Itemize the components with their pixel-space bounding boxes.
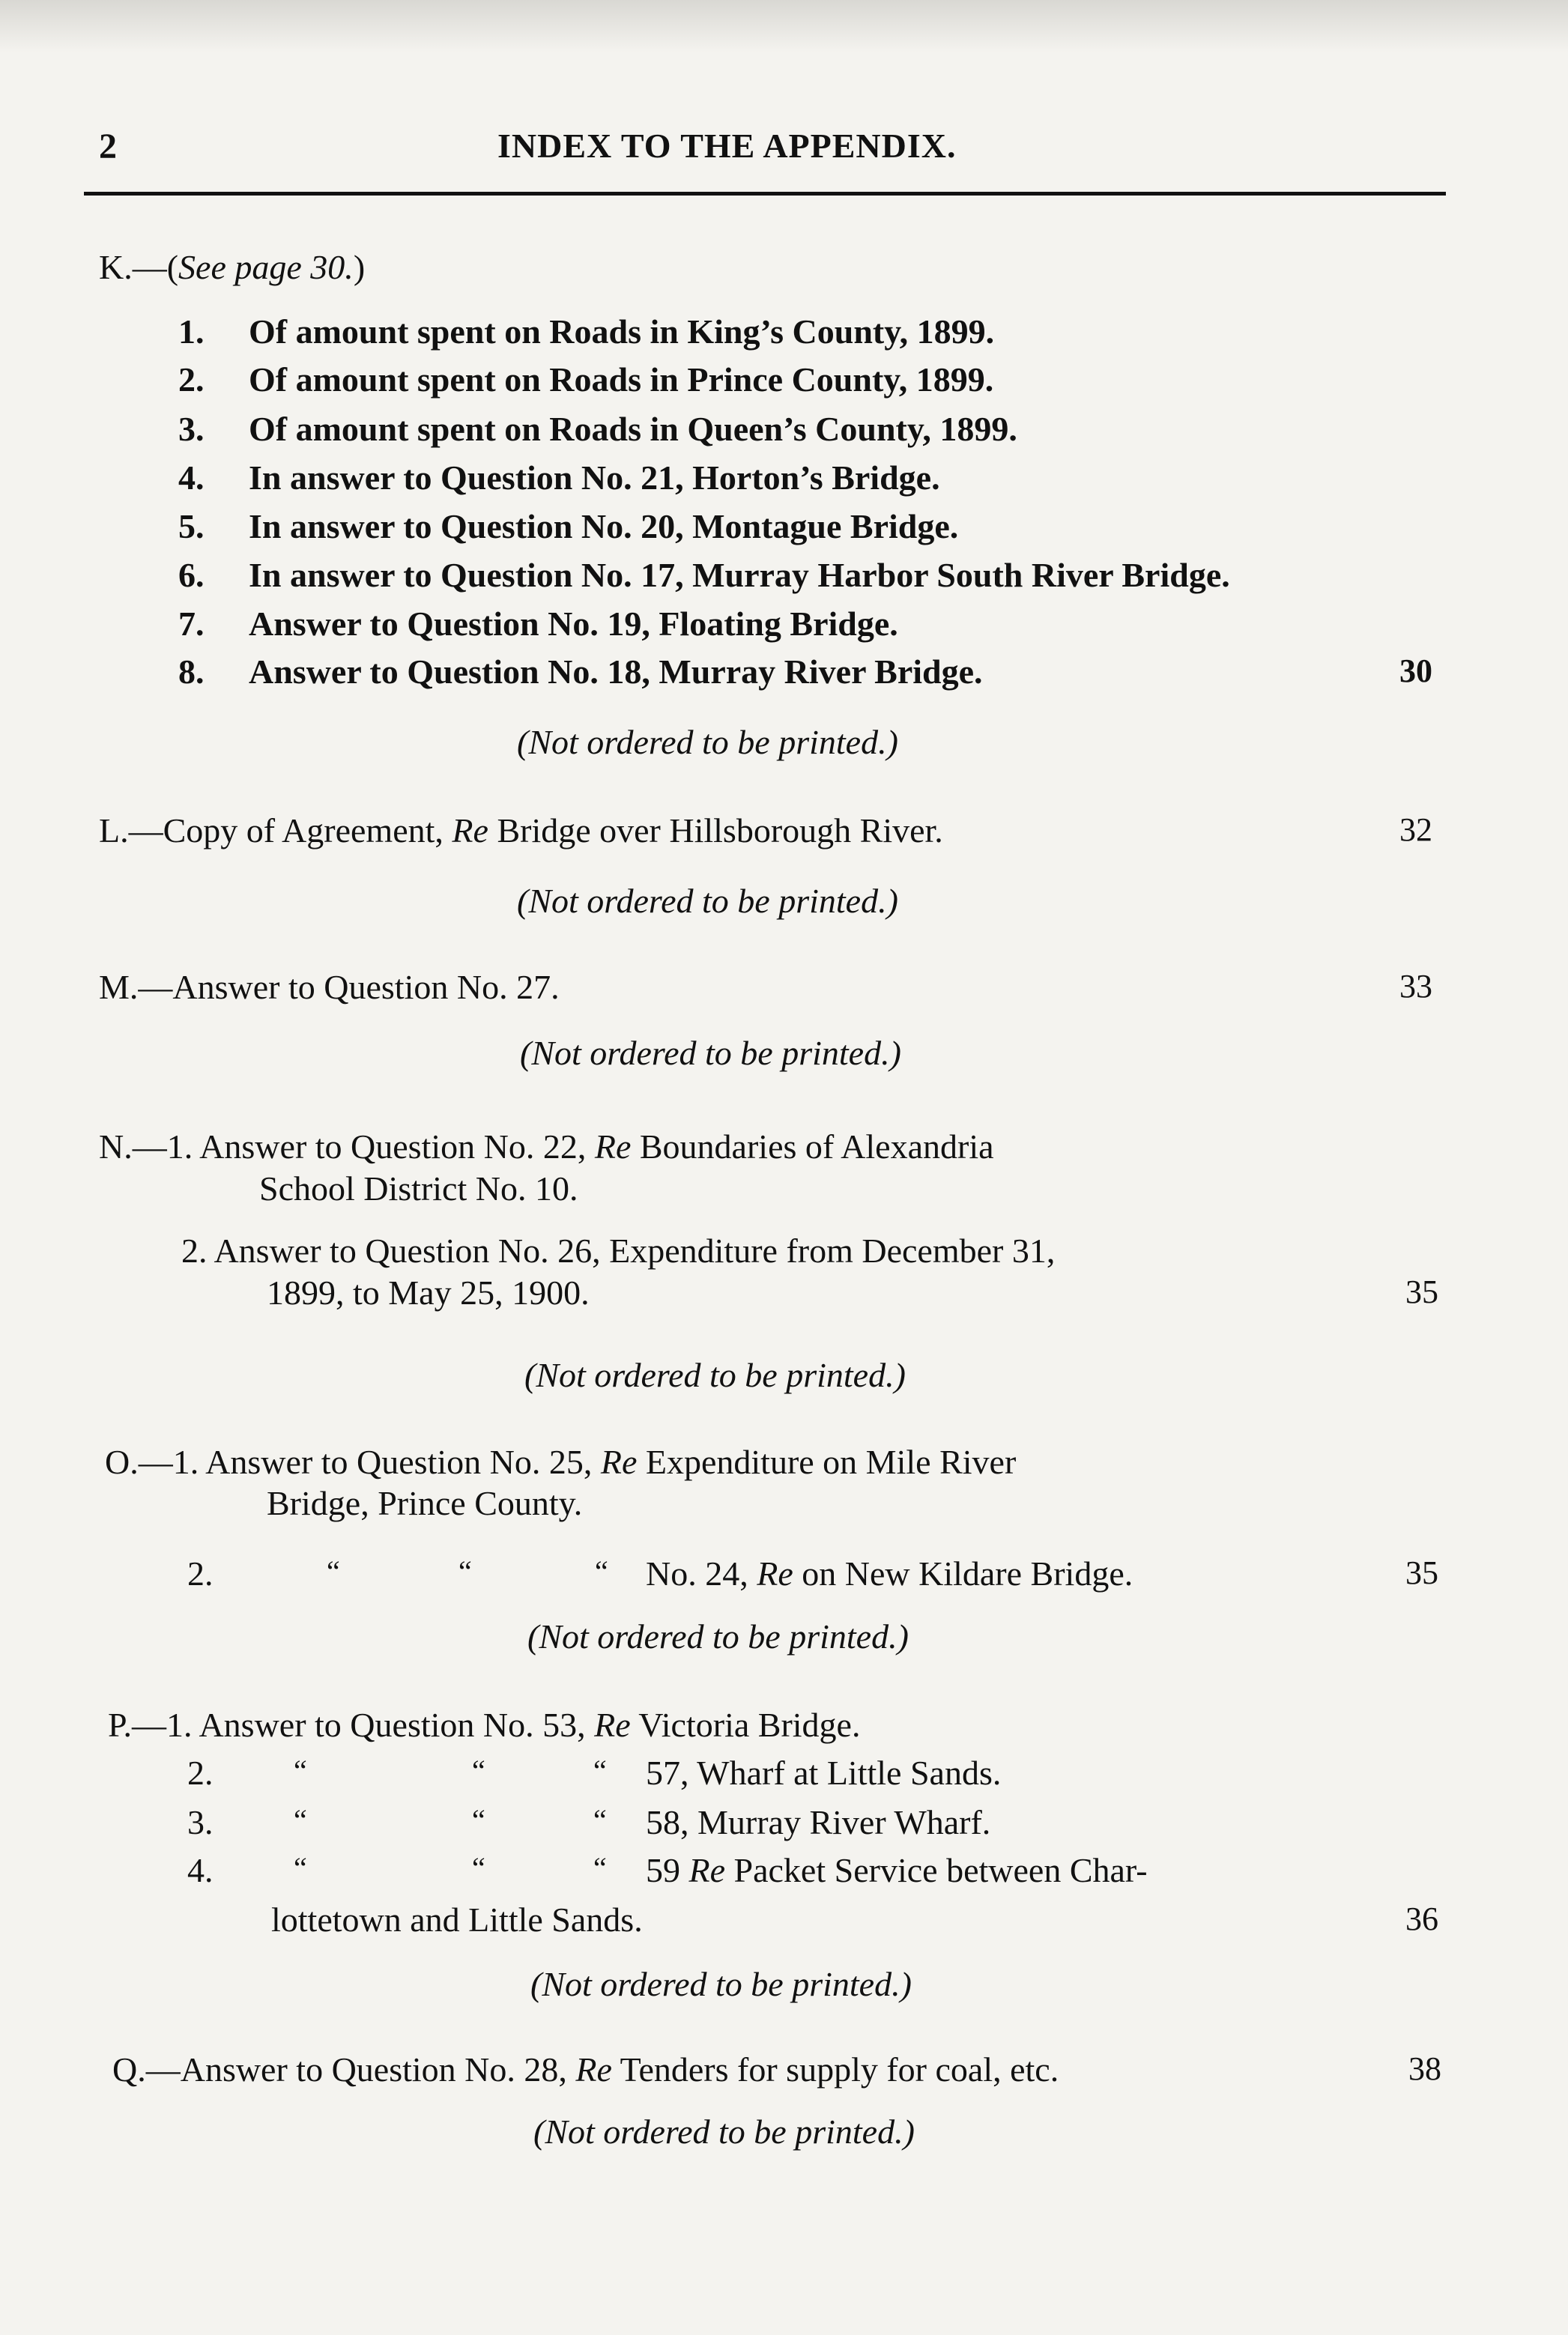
- section-n-item2: 2. Answer to Question No. 26, Expenditure from December 31,: [181, 1232, 1056, 1270]
- k-item-number: 6.: [178, 556, 205, 594]
- k-item-number: 5.: [178, 507, 205, 545]
- k-item-text: Of amount spent on Roads in King’s County, 1899.: [249, 312, 995, 351]
- q-text: Q.—Answer to Question No. 28,: [112, 2050, 576, 2089]
- q-re: Re: [575, 2050, 612, 2089]
- section-o-item1: [105, 1445, 1016, 1480]
- n-text-2: Boundaries of Alexandria: [631, 1127, 994, 1166]
- k-item-text: Answer to Question No. 19, Floating Bridge.: [249, 605, 898, 643]
- k-item-number: 1.: [178, 312, 205, 351]
- section-q-entry: [112, 2050, 1059, 2089]
- p4-text: 59: [646, 1851, 689, 1889]
- ditto-mark: “: [595, 1554, 608, 1588]
- ditto-mark: “: [294, 1803, 307, 1837]
- k-item-text: Answer to Question No. 18, Murray River Bridge.: [249, 652, 983, 691]
- ditto-mark: “: [472, 1803, 485, 1837]
- section-n-item1: [99, 1127, 994, 1166]
- section-n-page: 35: [1405, 1274, 1438, 1310]
- l-text-2: Bridge over Hillsborough River.: [488, 811, 943, 849]
- not-printed-note: (Not ordered to be printed.): [530, 1965, 912, 2003]
- section-o-item2-number: 2.: [187, 1554, 214, 1593]
- section-o-item2: [646, 1554, 1133, 1593]
- section-p-item3: 58, Murray River Wharf.: [646, 1803, 991, 1841]
- not-printed-note: (Not ordered to be printed.): [524, 1356, 906, 1394]
- scan-edge: [0, 0, 1568, 52]
- ditto-mark: “: [593, 1851, 607, 1885]
- section-n-item1-cont: School District No. 10.: [259, 1169, 578, 1208]
- section-k-heading: [99, 250, 365, 285]
- q-text-2: Tenders for supply for coal, etc.: [611, 2050, 1059, 2089]
- not-printed-note: (Not ordered to be printed.): [520, 1034, 901, 1072]
- section-m-entry: M.—Answer to Question No. 27.: [99, 968, 560, 1006]
- page-number: 2: [99, 127, 117, 166]
- n-text: N.—1. Answer to Question No. 22,: [99, 1127, 595, 1166]
- ditto-mark: “: [472, 1851, 485, 1885]
- ditto-mark: “: [593, 1803, 607, 1837]
- section-p-page: 36: [1405, 1901, 1438, 1937]
- section-k-ref: See page 30.: [178, 248, 354, 286]
- k-item-text: In answer to Question No. 21, Horton’s Bridge.: [249, 458, 940, 497]
- section-p-item3-number: 3.: [187, 1803, 214, 1841]
- not-printed-note: (Not ordered to be printed.): [517, 723, 898, 761]
- section-k-close: ): [353, 248, 366, 286]
- ditto-mark: “: [593, 1754, 607, 1787]
- p4-re: Re: [688, 1851, 726, 1889]
- k-item-number: 8.: [178, 652, 205, 691]
- running-title: INDEX TO THE APPENDIX.: [497, 127, 957, 165]
- header-rule: [84, 192, 1446, 196]
- p-text: P.—1. Answer to Question No. 53,: [108, 1706, 595, 1744]
- not-printed-note: (Not ordered to be printed.): [533, 2113, 915, 2151]
- k-item-number: 4.: [178, 458, 205, 497]
- section-m-page: 33: [1399, 968, 1432, 1005]
- section-p-item1: [108, 1708, 860, 1742]
- section-q-page: 38: [1408, 2050, 1441, 2087]
- k-item-text: In answer to Question No. 20, Montague Bridge.: [249, 507, 959, 545]
- not-printed-note: (Not ordered to be printed.): [517, 882, 898, 920]
- k-item-text: In answer to Question No. 17, Murray Harbor South River Bridge.: [249, 556, 1230, 594]
- section-k-page: 30: [1399, 652, 1432, 689]
- ditto-mark: “: [458, 1554, 472, 1588]
- o-re: Re: [600, 1443, 638, 1481]
- k-item-number: 2.: [178, 360, 205, 399]
- l-text: L.—Copy of Agreement,: [99, 811, 452, 849]
- o-text-2: Expenditure on Mile River: [637, 1443, 1017, 1481]
- section-o-page: 35: [1405, 1554, 1438, 1591]
- section-p-item4-cont: lottetown and Little Sands.: [271, 1901, 643, 1939]
- ditto-mark: “: [327, 1554, 340, 1588]
- section-p-item4-number: 4.: [187, 1851, 214, 1889]
- ditto-mark: “: [472, 1754, 485, 1787]
- k-item-number: 7.: [178, 605, 205, 643]
- ditto-mark: “: [294, 1754, 307, 1787]
- k-item-text: Of amount spent on Roads in Queen’s County, 1899.: [249, 410, 1017, 448]
- section-n-item2-cont: 1899, to May 25, 1900.: [267, 1274, 590, 1312]
- section-p-item2-number: 2.: [187, 1754, 214, 1792]
- section-k-label: K.—(: [99, 248, 179, 286]
- k-item-number: 3.: [178, 410, 205, 448]
- section-l-page: 32: [1399, 811, 1432, 848]
- o2-text-2: on New Kildare Bridge.: [793, 1554, 1133, 1593]
- section-p-item2: 57, Wharf at Little Sands.: [646, 1754, 1002, 1792]
- o2-re: Re: [757, 1554, 793, 1593]
- k-item-text: Of amount spent on Roads in Prince County, 1899.: [249, 360, 994, 399]
- p4-text-2: Packet Service between Char-: [725, 1851, 1148, 1889]
- section-l-entry: [99, 811, 943, 849]
- o-text: O.—1. Answer to Question No. 25,: [105, 1443, 601, 1481]
- o2-text: No. 24,: [646, 1554, 757, 1593]
- section-p-item4: [646, 1853, 1148, 1888]
- section-o-item1-cont: Bridge, Prince County.: [267, 1484, 583, 1522]
- ditto-mark: “: [294, 1851, 307, 1885]
- not-printed-note: (Not ordered to be printed.): [527, 1617, 909, 1656]
- n-re: Re: [594, 1127, 632, 1166]
- p-re: Re: [594, 1706, 631, 1744]
- p-text-2: Victoria Bridge.: [630, 1706, 861, 1744]
- l-re: Re: [452, 811, 488, 849]
